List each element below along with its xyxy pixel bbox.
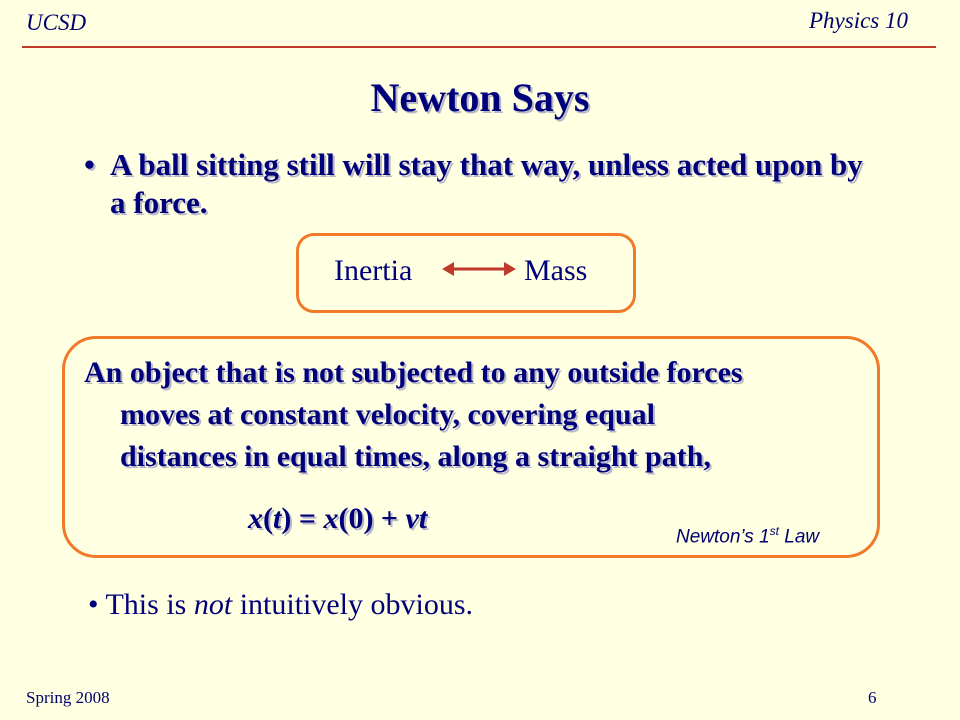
mass-label: Mass <box>524 254 588 287</box>
header-right: Physics 10 <box>808 8 908 33</box>
double-arrow-icon <box>442 258 516 280</box>
page-number: 6 <box>868 688 877 707</box>
header-left: UCSD <box>26 10 87 35</box>
header-divider <box>22 46 936 48</box>
bullet-first <box>84 146 864 222</box>
slide-title: Newton Says <box>370 75 590 120</box>
bullet-marker: • <box>88 588 99 621</box>
first-law-caption: Newton’s 1st Law <box>676 524 820 548</box>
bullet-marker: • <box>84 147 95 182</box>
bullet-second: • This is not intuitively obvious. <box>88 588 474 621</box>
motion-equation: x(t) = x(0) + vt <box>248 502 428 535</box>
first-law-statement <box>84 352 864 478</box>
emphasis-not: not <box>193 588 233 621</box>
law-line-2: moves at constant velocity, covering equal <box>120 398 655 431</box>
footer-term: Spring 2008 <box>26 688 110 707</box>
law-line-1: An object that is not subjected to any outside forces <box>84 356 743 389</box>
inertia-label: Inertia <box>334 254 413 287</box>
law-line-3: distances in equal times, along a straight path, <box>120 440 711 473</box>
bullet-first-text: A ball sitting still will stay that way, unless acted upon by a force. <box>110 147 863 220</box>
